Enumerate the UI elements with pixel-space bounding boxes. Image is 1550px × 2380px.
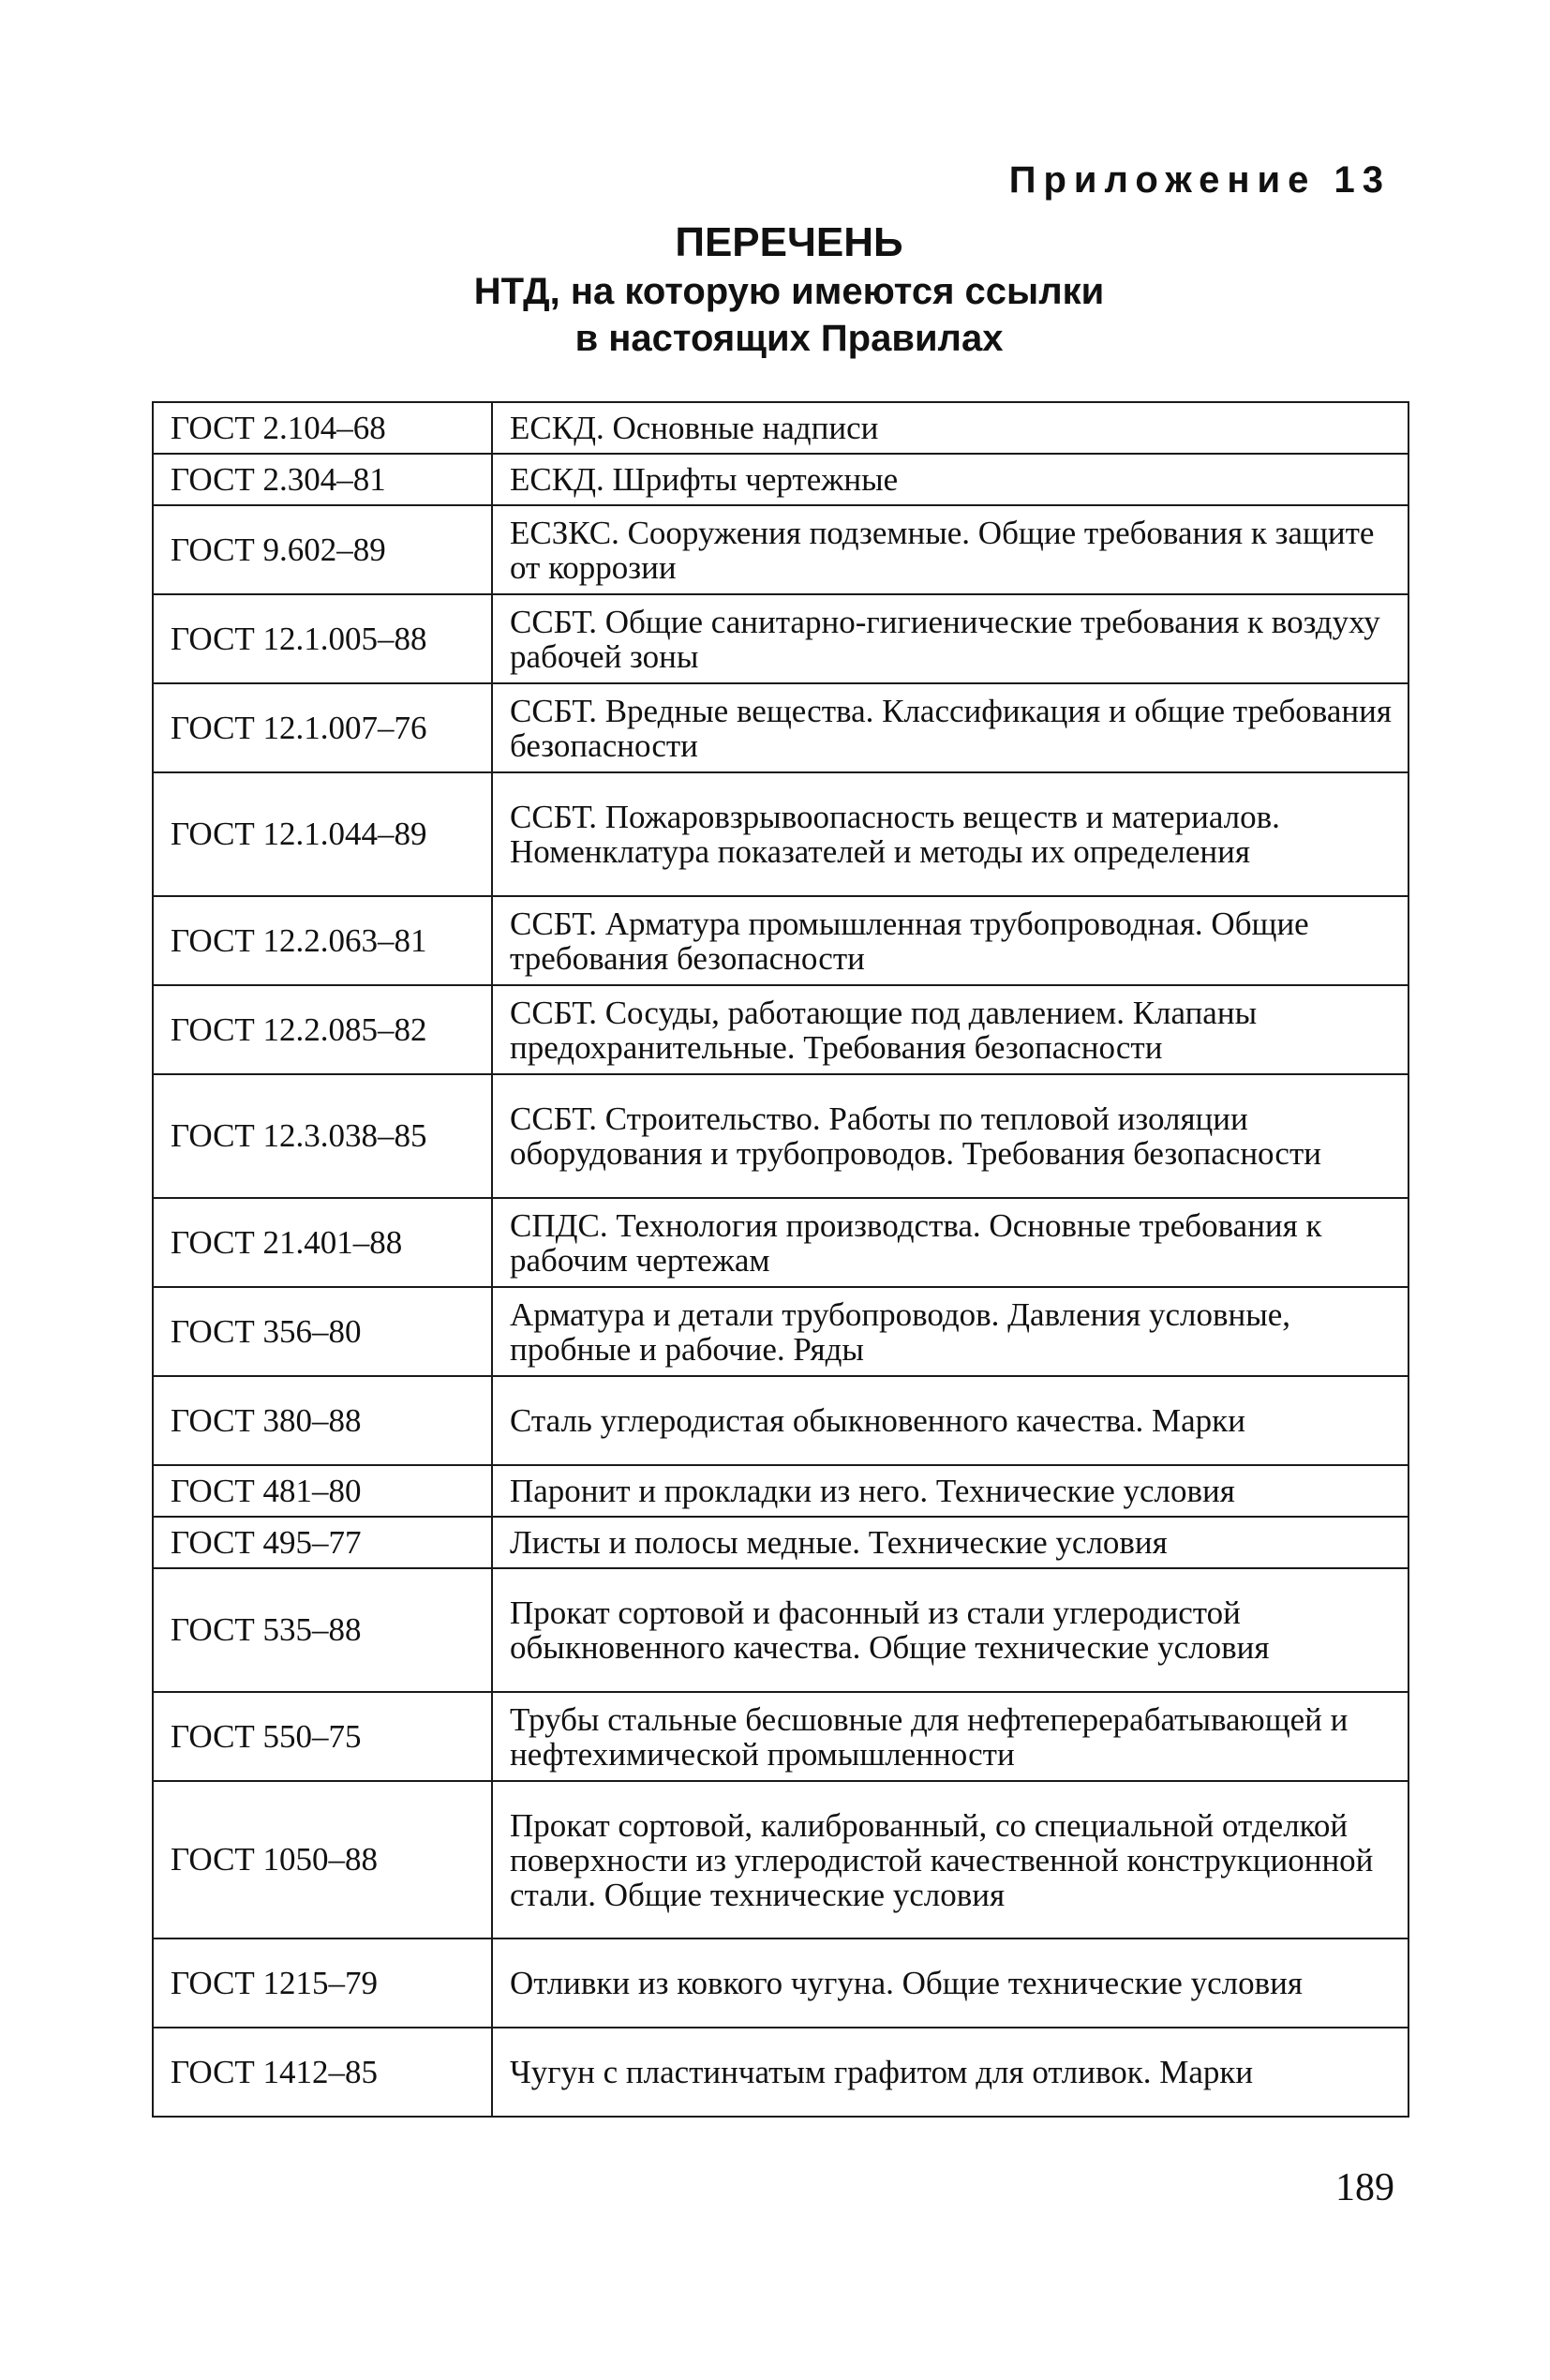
standard-description-cell: Чугун с пластинчатым графитом для отливок. Марки	[492, 2028, 1408, 2117]
standard-description-cell: ЕСКД. Основные надписи	[492, 402, 1408, 454]
standard-code-cell: ГОСТ 550–75	[153, 1692, 492, 1781]
standard-description-cell: СПДС. Технология производства. Основные требования к рабочим чертежам	[492, 1198, 1408, 1287]
standard-description-cell: Прокат сортовой, калиброванный, со специальной отделкой поверхности из углеродистой качественной конструкционной стали. Общие технические условия	[492, 1781, 1408, 1938]
standard-description-cell: ССБТ. Строительство. Работы по тепловой изоляции оборудования и трубопроводов. Требования безопасности	[492, 1074, 1408, 1198]
title-block	[0, 217, 1550, 362]
standard-code-cell: ГОСТ 12.1.005–88	[153, 594, 492, 683]
page-number: 189	[1335, 2166, 1394, 2209]
standard-description-cell: Прокат сортовой и фасонный из стали углеродистой обыкновенного качества. Общие технические условия	[492, 1568, 1408, 1692]
table-row	[153, 985, 1408, 1074]
standard-description-cell: Трубы стальные бесшовные для нефтеперерабатывающей и нефтехимической промышленности	[492, 1692, 1408, 1781]
standard-description-cell: ЕСЗКС. Сооружения подземные. Общие требования к защите от коррозии	[492, 505, 1408, 594]
standard-description-cell: ССБТ. Сосуды, работающие под давлением. Клапаны предохранительные. Требования безопасности	[492, 985, 1408, 1074]
table-row	[153, 1074, 1408, 1198]
table-row	[153, 1938, 1408, 2028]
standard-description-cell: Отливки из ковкого чугуна. Общие технические условия	[492, 1938, 1408, 2028]
standard-code-cell: ГОСТ 12.2.085–82	[153, 985, 492, 1074]
standard-description-cell: ССБТ. Общие санитарно-гигиенические требования к воздуху рабочей зоны	[492, 594, 1408, 683]
standard-code-cell: ГОСТ 12.1.007–76	[153, 683, 492, 772]
standard-description-cell: ССБТ. Пожаровзрывоопасность веществ и материалов. Номенклатура показателей и методы их определения	[492, 772, 1408, 896]
standards-table	[152, 401, 1409, 2118]
standard-description-cell: Арматура и детали трубопроводов. Давления условные, пробные и рабочие. Ряды	[492, 1287, 1408, 1376]
page-title: ПЕРЕЧЕНЬ	[675, 219, 903, 265]
standard-code-cell: ГОСТ 2.304–81	[153, 454, 492, 505]
appendix-label: Приложение 13	[1008, 159, 1391, 201]
standard-code-cell: ГОСТ 21.401–88	[153, 1198, 492, 1287]
table-row	[153, 1568, 1408, 1692]
page-subtitle-line-1: НТД, на которую имеются ссылки	[473, 271, 1105, 312]
standard-code-cell: ГОСТ 2.104–68	[153, 402, 492, 454]
standard-code-cell: ГОСТ 356–80	[153, 1287, 492, 1376]
standard-code-cell: ГОСТ 12.3.038–85	[153, 1074, 492, 1198]
standard-code-cell: ГОСТ 1412–85	[153, 2028, 492, 2117]
standard-description-cell: ССБТ. Арматура промышленная трубопроводная. Общие требования безопасности	[492, 896, 1408, 985]
page-subtitle-line-2: в настоящих Правилах	[574, 318, 1004, 359]
standard-code-cell: ГОСТ 12.1.044–89	[153, 772, 492, 896]
table-row	[153, 772, 1408, 896]
standards-table-body	[153, 402, 1408, 2117]
table-row	[153, 454, 1408, 505]
standard-description-cell: Паронит и прокладки из него. Технические условия	[492, 1465, 1408, 1517]
standard-description-cell: Сталь углеродистая обыкновенного качества. Марки	[492, 1376, 1408, 1465]
standard-description-cell: ССБТ. Вредные вещества. Классификация и общие требования безопасности	[492, 683, 1408, 772]
standard-description-cell: Листы и полосы медные. Технические условия	[492, 1517, 1408, 1568]
table-row	[153, 1376, 1408, 1465]
table-row	[153, 2028, 1408, 2117]
table-row	[153, 1517, 1408, 1568]
table-row	[153, 1198, 1408, 1287]
table-row	[153, 1465, 1408, 1517]
table-row	[153, 896, 1408, 985]
standard-code-cell: ГОСТ 481–80	[153, 1465, 492, 1517]
table-row	[153, 505, 1408, 594]
standard-code-cell: ГОСТ 12.2.063–81	[153, 896, 492, 985]
standard-code-cell: ГОСТ 535–88	[153, 1568, 492, 1692]
standard-code-cell: ГОСТ 380–88	[153, 1376, 492, 1465]
table-row	[153, 402, 1408, 454]
table-row	[153, 1781, 1408, 1938]
table-row	[153, 594, 1408, 683]
table-row	[153, 683, 1408, 772]
table-row	[153, 1287, 1408, 1376]
standard-code-cell: ГОСТ 1215–79	[153, 1938, 492, 2028]
standard-description-cell: ЕСКД. Шрифты чертежные	[492, 454, 1408, 505]
standard-code-cell: ГОСТ 9.602–89	[153, 505, 492, 594]
standard-code-cell: ГОСТ 495–77	[153, 1517, 492, 1568]
standard-code-cell: ГОСТ 1050–88	[153, 1781, 492, 1938]
table-row	[153, 1692, 1408, 1781]
